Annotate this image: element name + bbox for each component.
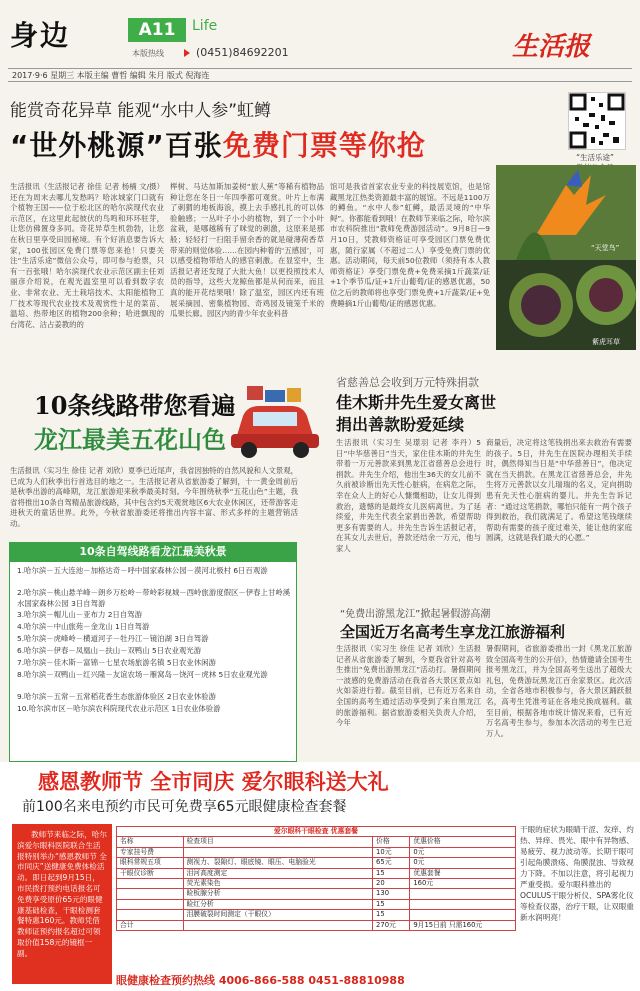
qr-caption: “生活乐途” (576, 153, 614, 162)
story4-col1: 生活报讯（实习生 徐佳 记者 刘欣）生活报记者从省旅游委了解到，今夏我省针对高考生推出“免费出游黑龙江”活动打。暑假期间一波感的免费游活动在我省各大景区景点如火如荼进行着。截至目前，已有近万名来自全国的高考生通过活动享受到了来自黑龙江的旅游福利。据省旅游委相关负责人介绍，今年 (336, 644, 481, 728)
car-illustration (225, 382, 325, 462)
table-cell: 10元 (373, 847, 410, 857)
table-cell: 眼科常规五项 (117, 858, 184, 868)
ad-table-title: 爱尔眼科干眼检查 优惠套餐 (117, 827, 516, 837)
routes-list (9, 566, 297, 760)
table-cell: 20 (373, 879, 410, 889)
table-row (117, 837, 516, 847)
flower-illustration (496, 165, 636, 350)
table-cell: 荧光素染色 (183, 879, 373, 889)
story1-col2: 榉树、马达加斯加姜树“旅人蕉”等稀有植物品种让您在冬日一年四季都可观赏。叶片上布满了刺猬的地板海浪，摸上去手感扎扎的可以体验触感；一丛叶子小小的植物，到了一个小叶盆栽，是哪越稀有了咪觉的刺激，这原来是那般；轻轻打一扫阻手留余香的就是碰薄荷香草带来的则觉体验……在园内种着的‘五感园’，可以感受植物带给人的感官刺激。在显室中，生活报记者还发现了大批大鱼！以更投照技术人员的指导，这些大龙鲸鱼都是从何而来，而且真的能开花结果哦！除了温室，园区内还有班展采摘园、密集植物园、奇鸡园及镜笼千米的瓜果长廊。园区内的青少年农业科普 (170, 182, 324, 319)
table-cell: 9月15日前 只需160元 (410, 920, 516, 930)
table-cell: 15 (373, 910, 410, 920)
table-cell: 优惠套餐 (410, 868, 516, 878)
route-item: 9.哈尔滨－五常－五常稻花香生态旅游体验区 2日农业休验游 (17, 692, 216, 701)
photo-caption-2: 紫虎耳草 (592, 338, 620, 346)
car-icon (225, 382, 325, 462)
table-cell: 15 (373, 899, 410, 909)
table-row (117, 858, 516, 868)
story3-title1: 佳木斯井先生爱女离世 (336, 393, 497, 412)
date-editor-bar: 2017·9·6 星期三 本版主编 曹哲 编辑 朱月 版式 倪海连 (8, 68, 632, 82)
route-item: 10.哈尔滨市区－哈尔滨农科院现代农业示范区 1日农业体验游 (17, 704, 221, 713)
table-cell: 15 (373, 868, 410, 878)
qr-code[interactable] (568, 92, 626, 150)
table-cell (410, 899, 516, 909)
table-cell: 65元 (373, 858, 410, 868)
page-number: A11 (128, 18, 186, 42)
newspaper-logo: 生活报 (512, 32, 591, 62)
story4-kicker: “免费出游黑龙江”掀起暑假游高潮 (340, 609, 491, 620)
ad-hotline: 眼健康检查预约热线 4006-866-588 0451-88810988 (116, 974, 405, 987)
table-cell: 160元 (410, 879, 516, 889)
table-cell (117, 879, 184, 889)
story2-title1: 10条线路带您看遍 (34, 391, 236, 420)
table-cell: 合计 (117, 920, 184, 930)
ad-price-table (116, 826, 516, 931)
flower-photos (496, 165, 636, 350)
route-item: 5.哈尔滨－虎峰岭－横道河子－牡丹江－镜泊湖 3日自驾游 (17, 634, 209, 643)
story1-headline (10, 124, 426, 164)
table-cell (410, 889, 516, 899)
story3-col2: 商量后，决定将这笔钱捐出来去救治有需要的孩子。5日，井先生在医院办理相关手续时，偶然得知当日是“中华慈善日”，他决定就在当天捐款。在黑龙江省慈善总会，井先生将万元善款以女儿瑞瑞的名义，定向捐助患有先天性心脏病的婴儿。井先生告诉记者：“通过这笔捐款，哪怕只能有一两个孩子得到救治，我们就满足了。希望这笔钱继续帮助有需要的孩子度过难关，能让他的家庭圆满，这就是我们最大的心愿。” (486, 438, 632, 543)
story1-col1: 生活报讯（生活报记者 徐佳 记者 杨楠 文/摄）还在为周末去哪儿发愁吗？哈冰城家门口就有个植物王国——位于松北区的哈尔滨现代农业示范区，在这里此起彼伏的鸟鸣和环环驻芽，让您仿佛置身多同。奇花异草生机勃勃，让您在秋日里享受田园秘境。有个好消息要告诉大家，100张园区免费门票等您来抢！只要关注“生活乐途”微信公众号，即可参与抢票，只有一百张哦！哈尔滨现代农业示范区副主任刘丽彦介绍说，在观光温室里可以看到数字农业、非常农业、无土栽培技术、太阳能植物工厂技术等现代农业技术及观赏性十足的菜苗、温培、热带地区的植物200余种；哈进飘现的台湾花、沽占姜教的的 (10, 182, 164, 329)
ad-left-text: 教师节来临之际，哈尔滨爱尔眼科医院联合生活报特别举办“感恩教师节 全市同庆”送健康免费体检活动。即日起到9月15日，市民拨打预约电话报名可免费享受原价65元的眼健康基础检查，干眼检测套餐特惠160元。教师凭借教师证预约报名超过可领取价值158元的镜框一副。 (12, 824, 112, 984)
route-item: 3.哈尔滨－帽儿山－亚布力 2日自驾游 (17, 610, 142, 619)
table-cell (117, 899, 184, 909)
table-cell: 价格 (373, 837, 410, 847)
table-cell: 检查项目 (183, 837, 373, 847)
table-cell (117, 910, 184, 920)
table-cell (410, 910, 516, 920)
ad-right-text: 干眼的症状为眼睛干涩、发痒、灼热、异痒、畏光、眼中有异物感、易疲劳、视力波动等。长期干眼可引起角膜溃疡、角膜混浊、导致视力下降。不加以注意，将引起视力严重受损。爱尔眼科推出的OCULUS干眼分析仪、SPA雾化仪等检查仪器，治疗干眼，让双眼重新水润明亮！ (520, 825, 634, 922)
story1-col3: 馆可是我省首家农业专业的科技展览馆，也是馆藏黑龙江热类资源最丰富的展馆。不远是1100万的鳟鱼。“水中人参”虹鳟，最活灵境的“中华鲟”。你都能看到哦！在教师节来临之际，哈尔滨市农科院推出“教师免费游园活动”。9月8日—9月10日，凭教师资格证可享受园区门票免费优惠，随行家属（不超过二人）享受免费门票的优惠。活动期间，每天前50位教师（须持有本人教师资格证）享受门票免费+免费采摘1斤蔬菜/证+1个季节瓜/证+1斤山葡萄/证的感恩优惠，50位之后的教师将也享受门票免费+1斤蔬菜/证+免费睡摘1斤山葡萄/证的感恩优惠。 (330, 182, 491, 308)
masthead (0, 0, 640, 68)
story4-col2: 暑假期间，省旅游委推出一封《黑龙江旅游致全国高考生的公开信》，热情邀请全国考生报考黑龙江，并为全国高考生送出了超级大礼包，免费游玩黑龙江百余家景区。此次活动，全省各地市积极参与，各大景区踊跃报名，高考生凭准考证在各地兑换成福利。截至目前，根据各地市统计情况来看，已有近万名高考生参与，参加本次活动的考生已近万人。 (486, 644, 632, 738)
table-row (117, 868, 516, 878)
photo-caption-1: “天堂鸟” (591, 244, 620, 252)
table-cell: 泪膜破裂时间测定（干眼仪） (183, 910, 373, 920)
table-row (117, 910, 516, 920)
table-cell: 睑红分析 (183, 899, 373, 909)
table-cell: 专家挂号费 (117, 847, 184, 857)
story2-body: 生活报讯（实习生 徐佳 记者 刘欣）夏季已近尾声，我省因独特的自然风貌和人文景观，已成为人们秋季出行首选目的地之一。生活报记者从省旅游委了解到，十一黄金周前后是秋季出游的高峰期，龙江旅游迎来秋季最美时刻。今年围绕秋季“五花山色”主题，我省将推出10条自驾精品旅游线路，其中包含约5天观赏地区6大农业休闲区，还带游客走进秋天的童话世界。此外，今秋省旅游委还将推出内容丰富、形式多样的主题营销活动。 (10, 466, 298, 528)
headline-black: “世外桃源”百张 (10, 129, 223, 162)
table-cell (117, 889, 184, 899)
table-row (117, 920, 516, 930)
table-row (117, 879, 516, 889)
headline-red: 免费门票等你抢 (222, 129, 426, 162)
story3-col1: 生活报讯（实习生 吴璟羽 记者 李丹）5日“中华慈善日”当天，家住佳木斯的井先生带着一万元善款来到黑龙江省慈善总会进行捐款。井先生介绍，他出生36天的女儿前不久前被诊断出先天性心脏病，在病危之际，幸在众人上的好心人慷慨相助，让女儿得到救治，遗憾的是最终女儿医病离世。为了延续爱，井先生代表全家捐出善款，希望帮助更多有需要的人。井先生告诉生活报记者，在其女儿去世后，善款还结余一万元，他与家人 (336, 438, 481, 553)
table-row (117, 847, 516, 857)
table-cell: 270元 (373, 920, 410, 930)
section-life-label: Life (192, 18, 218, 34)
ad-headline: 感恩教师节 全市同庆 爱尔眼科送大礼 (38, 770, 389, 794)
table-cell: 名称 (117, 837, 184, 847)
route-item: 7.哈尔滨－佳木斯－富锦－七星农场旅游名镇 5日农业休闲游 (17, 658, 216, 667)
routes-title: 10条自驾线路看龙江最美秋景 (9, 542, 297, 562)
table-cell: 测视力、裂隙灯、眼底镜、眼压、电脑验光 (183, 858, 373, 868)
route-item: 6.哈尔滨－伊春－凤凰山－扶山－双鸭山 5日农业观光游 (17, 646, 202, 655)
table-cell: 干眼仪诊断 (117, 868, 184, 878)
route-item: 1.哈尔滨－五大连池－加格达奇－呼中国家森林公园－漠河北极村 6日百观游 (17, 566, 268, 575)
qr-code-icon (569, 93, 625, 149)
story3-kicker: 省慈善总会收到万元特殊捐款 (336, 376, 479, 389)
table-row (117, 899, 516, 909)
table-cell: 睑板腺分析 (183, 889, 373, 899)
table-cell: 优惠价格 (410, 837, 516, 847)
table-cell: 130 (373, 889, 410, 899)
route-item: 4.哈尔滨－中山旅苑－金龙山 1日自驾游 (17, 622, 150, 631)
story2-title2: 龙江最美五花山色 (34, 425, 226, 454)
table-row (117, 889, 516, 899)
arrow-icon (184, 49, 190, 57)
story3-title2: 捐出善款盼爱延续 (336, 415, 465, 434)
route-item: 2.哈尔滨－桃山悬羊峰－朗乡万松岭－带岭彩视城－西岭旅游度假区－伊春上甘岭溪水国家森林公园 3日自驾游 (17, 588, 291, 608)
table-cell (183, 920, 373, 930)
table-cell: 0元 (410, 858, 516, 868)
table-cell (183, 847, 373, 857)
ad-subheadline: 前100名来电预约市民可免费享65元眼健康检查套餐 (22, 799, 347, 815)
story4-title: 全国近万名高考生享龙江旅游福利 (340, 623, 566, 641)
story1-kicker: 能赏奇花异草 能观“水中人参”虹鳟 (10, 101, 272, 121)
hotline-number: (0451)84692201 (196, 46, 289, 59)
hotline-label: 本版热线 (132, 49, 164, 58)
section-title: 身边 (10, 19, 71, 52)
table-cell: 0元 (410, 847, 516, 857)
table-cell: 泪河高度测定 (183, 868, 373, 878)
route-item: 8.哈尔滨－双鸭山－红兴隆－友谊农场－雁窝岛－饶河－虎林 5日农业观光游 (17, 670, 268, 679)
